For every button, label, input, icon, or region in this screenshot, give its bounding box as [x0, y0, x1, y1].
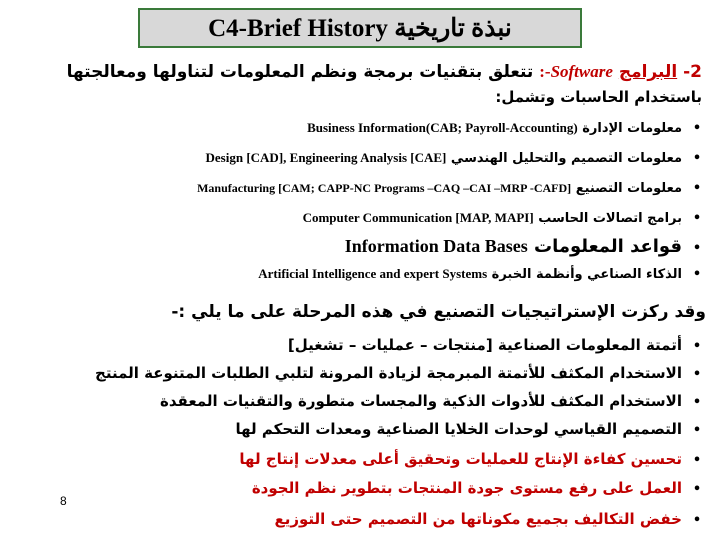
section-en-label: Software [550, 62, 613, 81]
section-ar-label: البرامج [618, 62, 678, 82]
bullet-icon: • [692, 211, 702, 226]
section-description: تتعلق بتقنيات برمجة ونظم المعلومات لتناولها ومعالجتها [66, 62, 534, 82]
list-item: •معلومات التصميم والتحليل الهندسي Design [CAD], Engineering Analysis [CAE] [205, 150, 702, 166]
bullet-icon: • [692, 423, 702, 438]
list-item: •معلومات التصنيع Manufacturing [CAM; CAPP-NC Programs –CAQ –CAI –MRP -CAFD] [197, 181, 702, 196]
list-item: •برامج اتصالات الحاسب Computer Communication [MAP, MAPI] [302, 210, 702, 226]
list-item: •معلومات الإدارة Business Information(CAB; Payroll-Accounting) [307, 120, 702, 136]
bullet-icon: • [692, 121, 702, 136]
bullet-icon: • [692, 367, 702, 382]
bullet-icon: • [692, 241, 702, 256]
strategy-heading: وقد ركزت الإستراتيجيات التصنيع في هذه المرحلة على ما يلي :- [171, 302, 706, 322]
list-item: •التصميم القياسي لوحدات الخلايا الصناعية ومعدات التحكم لها [235, 420, 702, 438]
list-item: •تحسين كفاءة الإنتاج للعمليات وتحقيق أعلى معدلات إنتاج لها [239, 450, 702, 468]
list-item: •خفض التكاليف بجميع مكوناتها من التصميم حتى التوزيع [274, 510, 702, 528]
bullet-icon: • [692, 181, 702, 196]
bullet-icon: • [692, 395, 702, 410]
page-number: 8 [60, 494, 67, 508]
list-item: •الاستخدام المكثف للأدوات الذكية والمجسات متطورة والتقنيات المعقدة [160, 392, 702, 410]
list-item: •الاستخدام المكثف للأتمتة المبرمجة لزيادة المرونة لتلبي الطلبات المتنوعة المنتج [95, 364, 702, 382]
bullet-icon: • [692, 482, 702, 497]
list-item: •العمل على رفع مستوى جودة المنتجات بتطوير نظم الجودة [251, 479, 702, 497]
list-item: •الذكاء الصناعي وأنظمة الخبرة Artificial Intelligence and expert Systems [258, 266, 702, 282]
section-separator: :- [539, 62, 551, 81]
bullet-icon: • [692, 339, 702, 354]
section-line2: باستخدام الحاسبات وتشمل: [495, 88, 702, 106]
section-number: 2- [683, 62, 702, 82]
bullet-icon: • [692, 453, 702, 468]
bullet-icon: • [692, 267, 702, 282]
bullet-icon: • [692, 151, 702, 166]
list-item: •أتمتة المعلومات الصناعية [منتجات – عمليات – تشغيل] [287, 336, 702, 354]
bullet-icon: • [692, 513, 702, 528]
slide-title: C4-Brief History نبذة تاريخية [138, 8, 582, 48]
section-heading [67, 62, 702, 82]
list-item: •قواعد المعلومات Information Data Bases [344, 236, 702, 257]
